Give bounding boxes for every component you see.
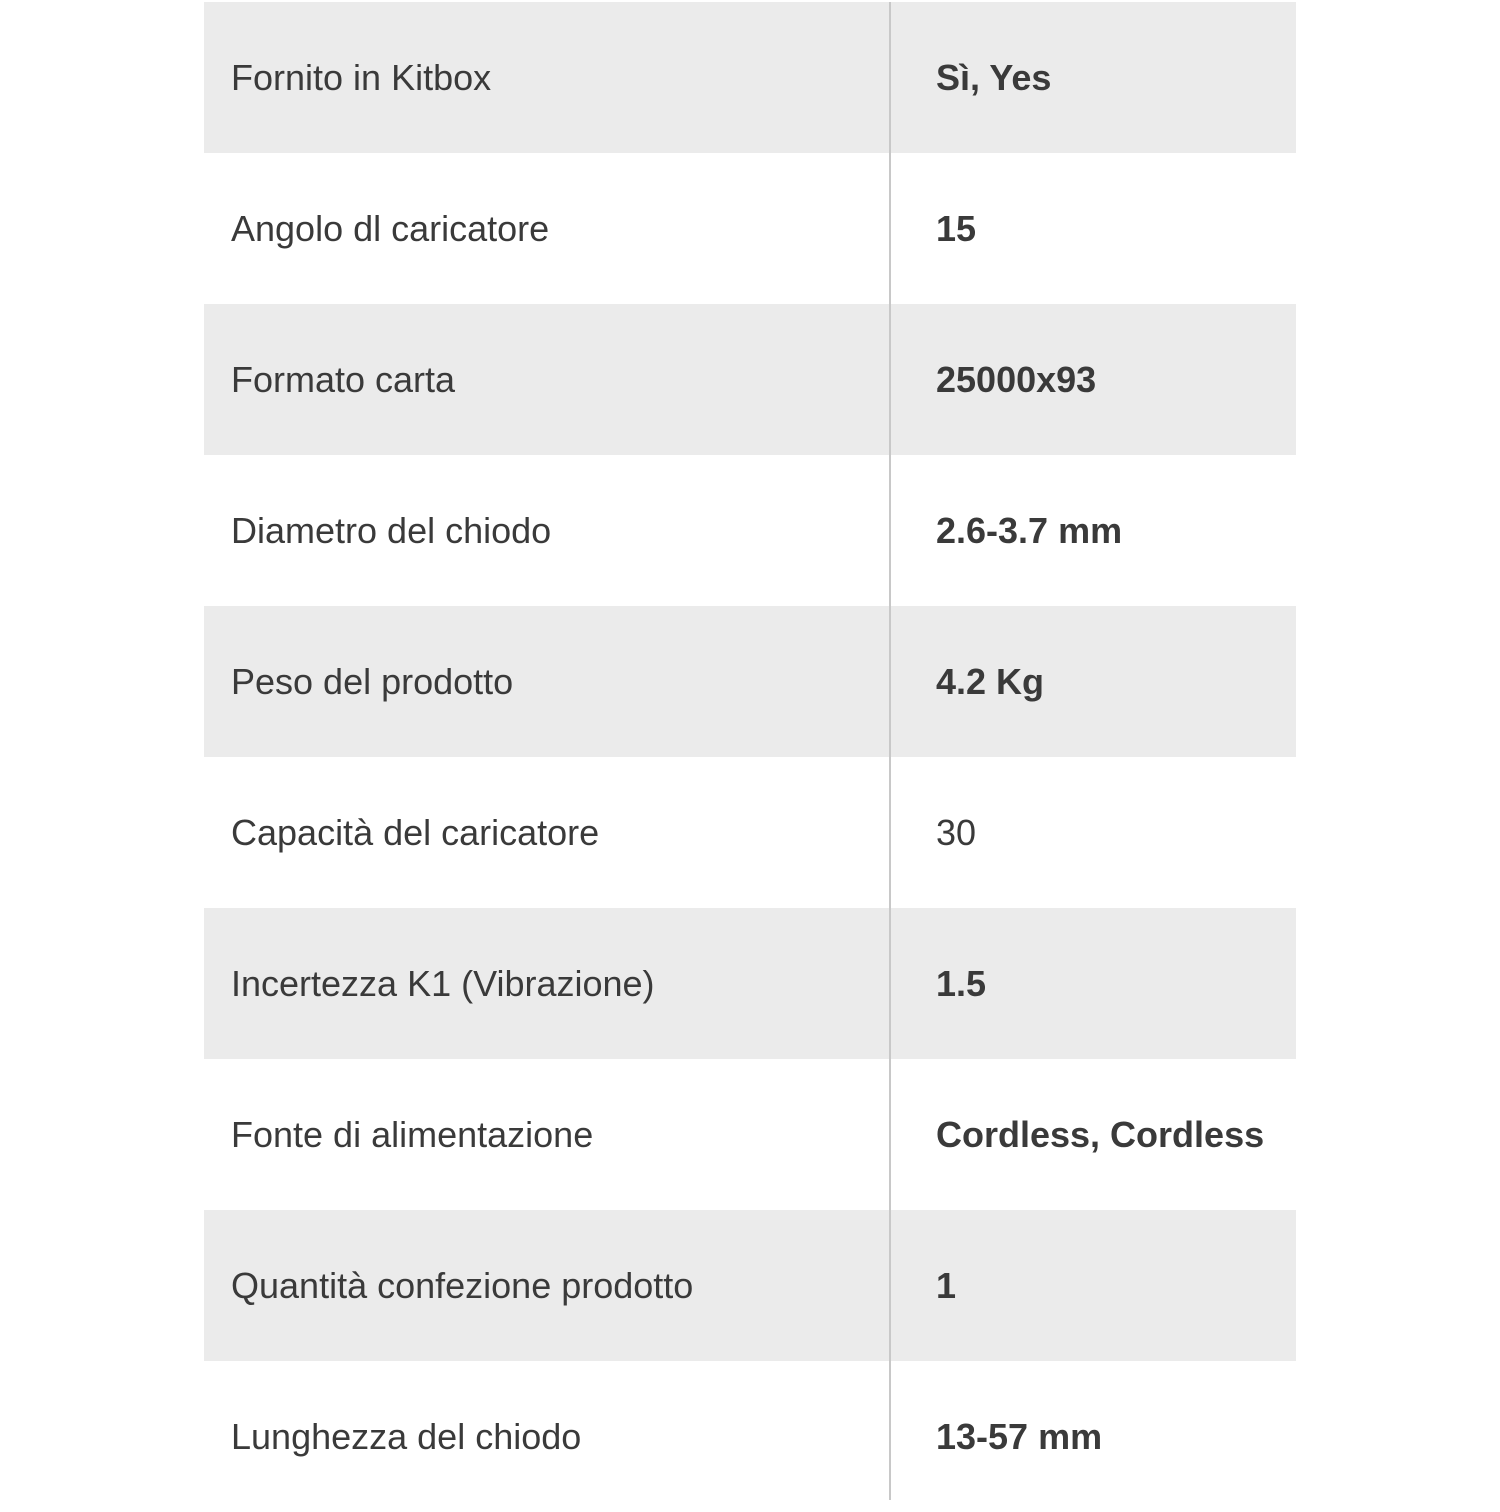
spec-row: [204, 1361, 1296, 1512]
spec-label: Lunghezza del chiodo: [231, 1415, 582, 1457]
spec-label: Diametro del chiodo: [231, 509, 552, 551]
spec-row: [204, 153, 1296, 304]
spec-label: Incertezza K1 (Vibrazione): [231, 962, 655, 1004]
spec-value: 13-57 mm: [936, 1415, 1103, 1457]
column-divider: [889, 2, 891, 1500]
spec-value: 25000x93: [936, 358, 1097, 400]
spec-value: Cordless, Cordless: [936, 1113, 1265, 1155]
spec-label: Quantità confezione prodotto: [231, 1264, 694, 1306]
spec-row: [204, 304, 1296, 455]
spec-value: 2.6-3.7 mm: [936, 509, 1123, 551]
spec-row: [204, 908, 1296, 1059]
spec-row: [204, 1210, 1296, 1361]
spec-row: [204, 1059, 1296, 1210]
spec-row: [204, 455, 1296, 606]
spec-value: Sì, Yes: [936, 56, 1052, 98]
spec-row: [204, 2, 1296, 153]
spec-value: 15: [936, 207, 977, 249]
spec-value: 1: [936, 1264, 957, 1306]
spec-label: Fornito in Kitbox: [231, 56, 492, 98]
spec-row: [204, 757, 1296, 908]
spec-label: Peso del prodotto: [231, 660, 514, 702]
spec-label: Capacità del caricatore: [231, 811, 600, 853]
spec-value: 1.5: [936, 962, 987, 1004]
spec-value: 30: [936, 811, 977, 853]
spec-row: [204, 606, 1296, 757]
spec-value: 4.2 Kg: [936, 660, 1045, 702]
spec-label: Formato carta: [231, 358, 456, 400]
spec-label: Angolo dl caricatore: [231, 207, 550, 249]
spec-table: [204, 2, 1296, 1500]
spec-label: Fonte di alimentazione: [231, 1113, 594, 1155]
